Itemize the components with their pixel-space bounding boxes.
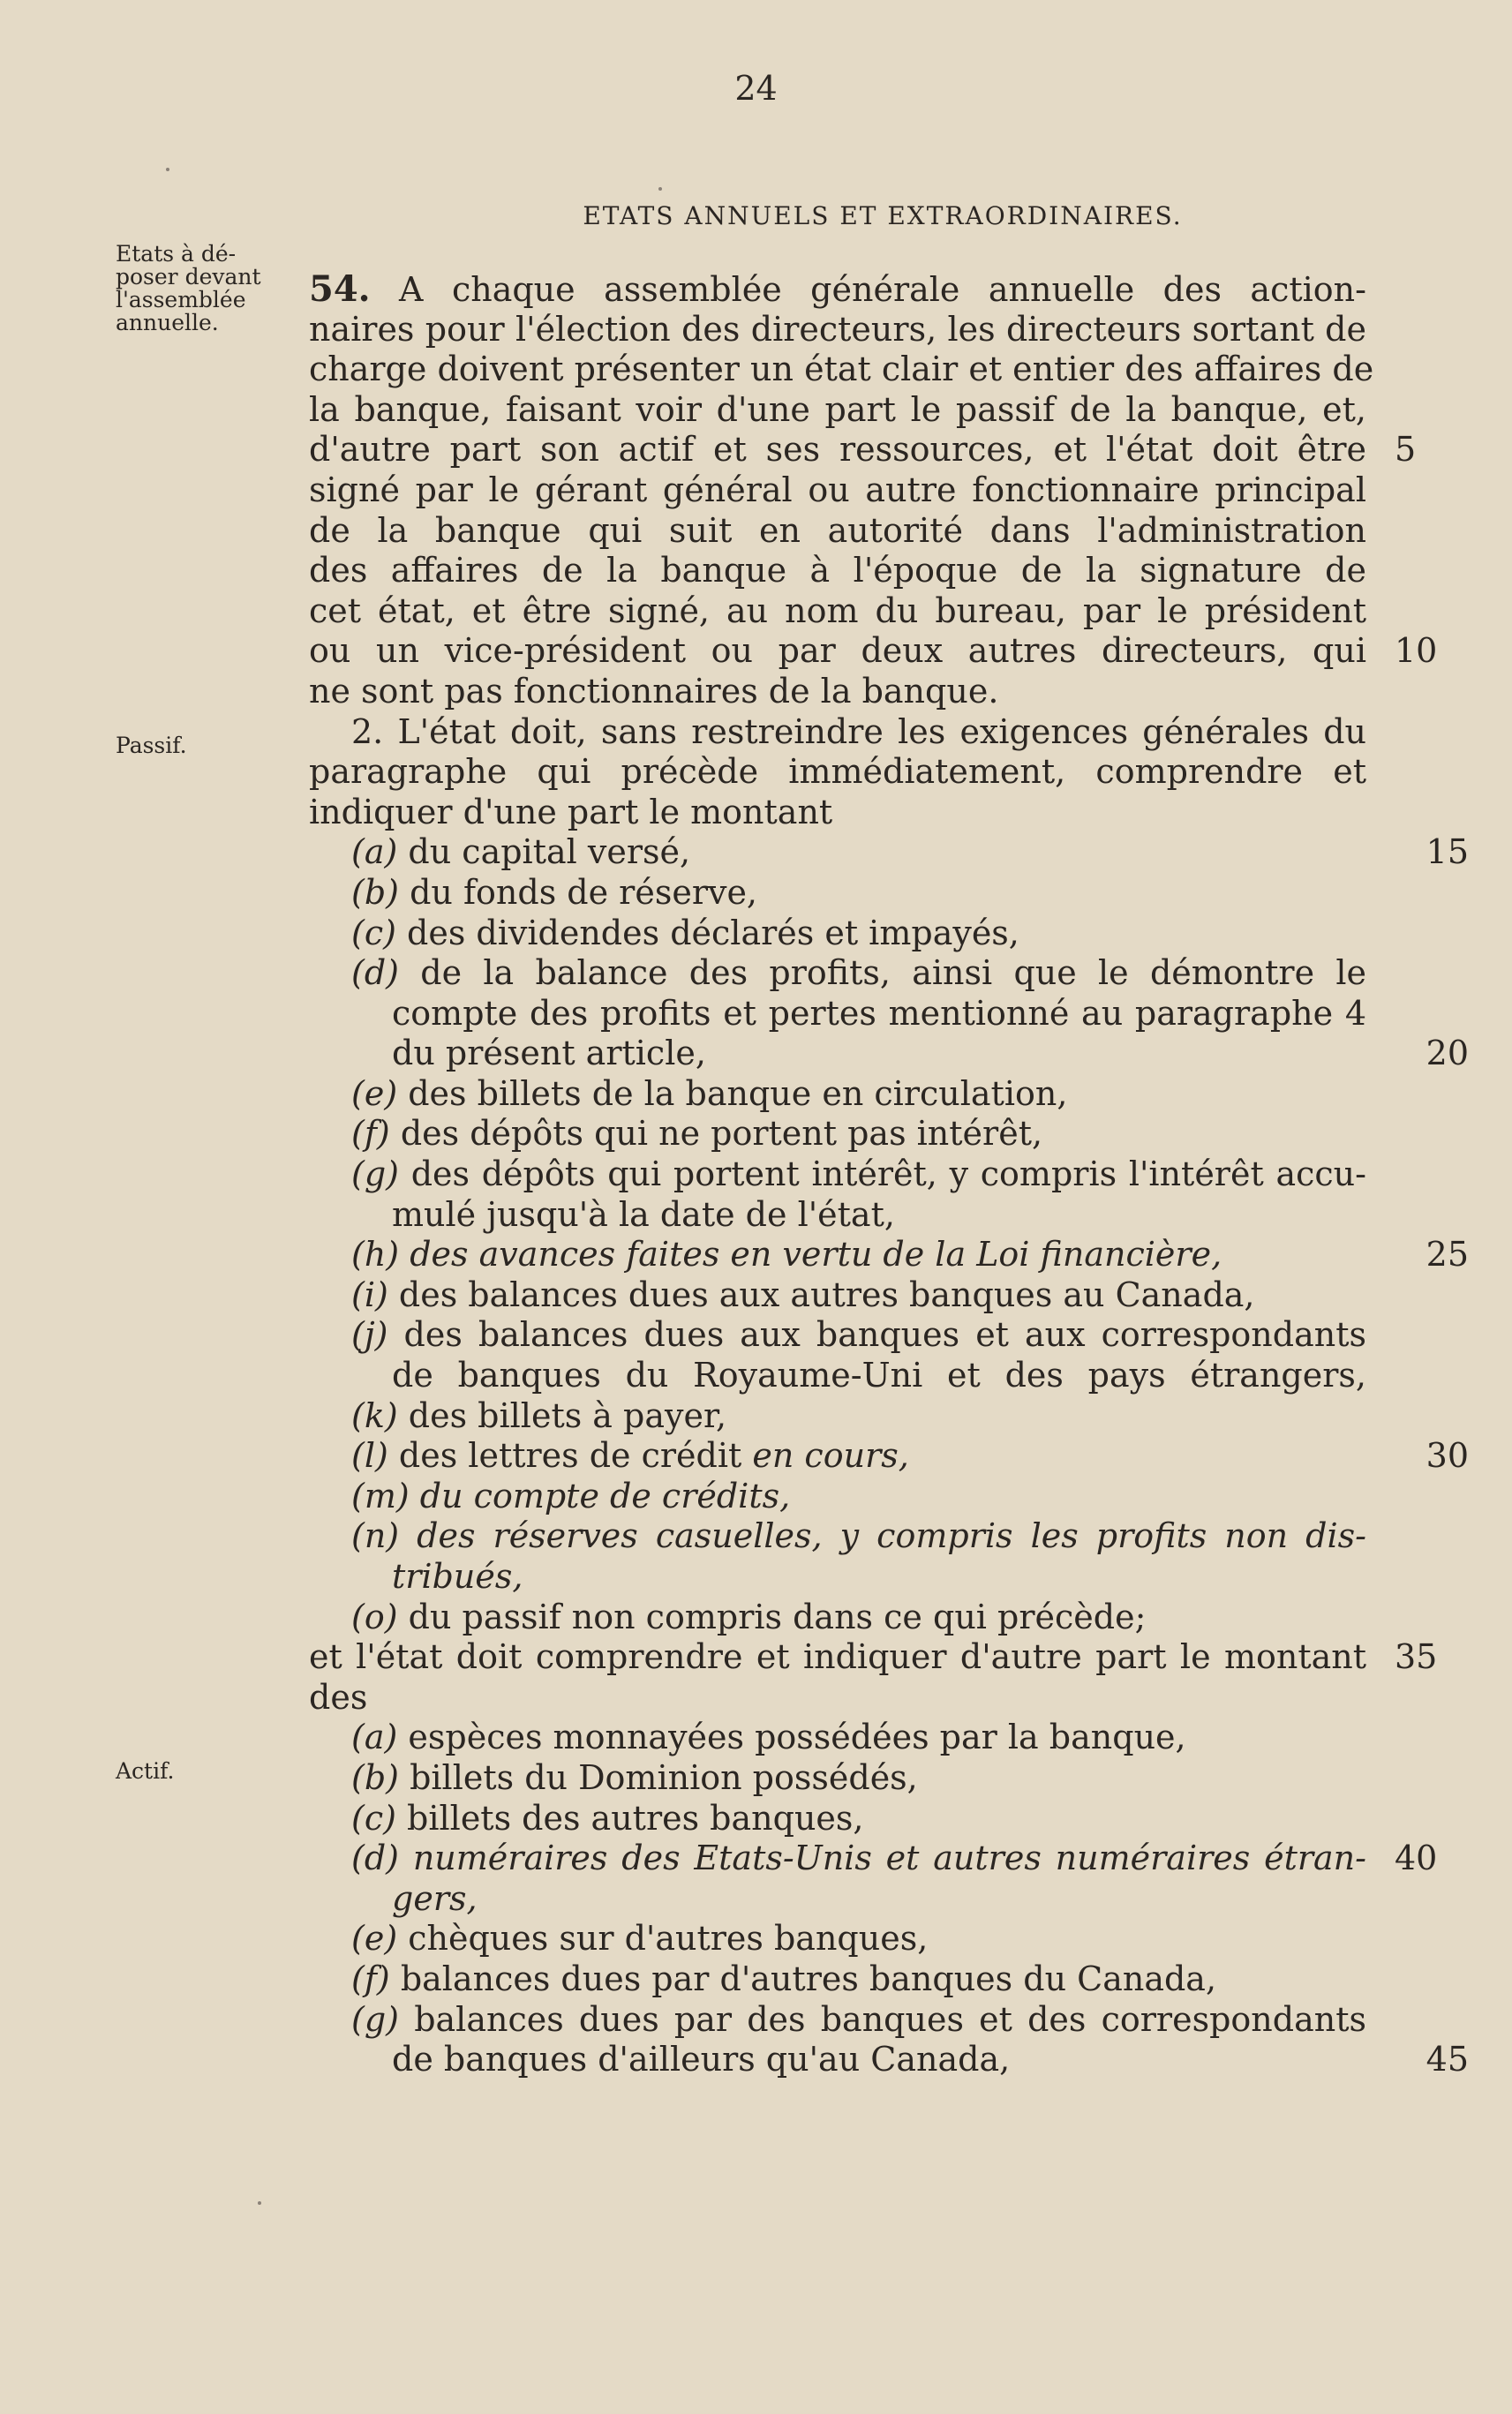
line-number: 35 [1395,1637,1438,1677]
item-label: (i) [351,1275,388,1314]
text-line [309,1637,1438,1678]
line-number: 15 [1425,832,1469,872]
text-line [309,310,1366,350]
line-text: des billets de la banque en circulation, [408,1073,1068,1113]
line-text: du fonds de réserve, [410,872,758,912]
text-line [309,511,1366,552]
line-text: billets du Dominion possédés, [410,1757,918,1797]
item-label: (d) [351,1839,399,1878]
text-line [309,1235,1469,1275]
line-text: des balances dues aux banques et aux correspondants [403,1315,1366,1355]
text-line [309,430,1417,470]
page-number: 24 [734,69,778,108]
line-text: signé par le gérant général ou autre fonctionnaire principal [309,470,1366,509]
item-label: (c) [351,1798,396,1838]
line-text: A chaque assemblée générale annuelle des action- [399,270,1366,309]
line-text: de banques d'ailleurs qu'au Canada, [392,2040,1011,2079]
text-line [309,793,1366,833]
line-text: des dépôts qui portent intérêt, y compris l'intérêt accu- [410,1154,1366,1194]
line-text: balances dues par d'autres banques du Canada, [400,1959,1217,1998]
line-text: des affaires de la banque à l'époque de la signature de [309,551,1366,590]
text-line [309,350,1374,390]
item-label: (b) [351,872,399,912]
text-line [309,591,1366,632]
line-text: d'autre part son actif et ses ressources, et l'état doit être [309,430,1366,470]
speck [658,187,662,191]
margin-note-etats [116,243,261,335]
line-text: charge doivent présenter un état clair et entier des affaires de [309,350,1374,389]
line-text: des dividendes déclarés et impayés, [407,913,1019,952]
item-label: (f) [351,1114,390,1154]
line-number: 20 [1425,1034,1469,1073]
text-line [309,1275,1366,1316]
line-text: des réserves casuelles, y compris les profits non dis- [417,1516,1366,1556]
margin-note-line: Etats à dé- [116,241,237,267]
text-line [309,752,1366,793]
text-line [309,1758,1366,1799]
text-line [309,712,1366,753]
item-label: (e) [351,1073,398,1113]
line-text: du passif non compris dans ce qui précède; [408,1597,1147,1636]
text-line [309,1074,1366,1115]
line-text: de la banque qui suit en autorité dans l'administration [309,510,1366,550]
line-text: tribués, [392,1557,523,1596]
text-line [309,1598,1366,1638]
text-line [309,470,1366,511]
line-text: ou un vice-président ou par deux autres directeurs, qui [309,631,1366,671]
line-text: et l'état doit comprendre et indiquer d'autre part le montant [309,1637,1366,1677]
text-line [309,631,1438,672]
line-text: balances dues par des banques et des correspondants [414,1999,1366,2039]
item-label: (l) [351,1436,388,1476]
line-number: 25 [1425,1235,1469,1275]
margin-note-line: poser devant [116,264,261,290]
text-line [309,1557,1366,1598]
line-text: des lettres de crédit [398,1436,742,1476]
line-number: 30 [1425,1436,1469,1476]
line-number: 10 [1395,631,1438,671]
line-text: indiquer d'une part le montant [309,792,833,831]
text-line [309,1718,1366,1758]
line-text: espèces monnayées possédées par la banque, [408,1718,1186,1757]
item-label: (b) [351,1757,399,1797]
text-line [309,994,1366,1034]
text-line [309,390,1366,431]
text-line [309,832,1469,873]
line-number: 5 [1395,430,1417,470]
text-line [309,1799,1366,1839]
text-line [309,1114,1366,1154]
item-label: (e) [351,1919,398,1959]
line-text: des dépôts qui ne portent pas intérêt, [400,1114,1043,1154]
text-line [309,1195,1366,1236]
section-heading: ETATS ANNUELS ET EXTRAORDINAIRES. [583,201,1183,230]
line-text: du capital versé, [408,832,691,872]
section-number: 54. [309,268,371,310]
text-line [309,1436,1469,1477]
text-line [309,1154,1366,1195]
item-label: (c) [351,913,396,952]
speck [258,2201,261,2205]
text-line [309,914,1366,954]
item-label: (a) [351,1718,398,1757]
text-line [309,1396,1366,1437]
line-text: numéraires des Etats-Unis et autres numéraires étran- [412,1839,1366,1878]
line-text: compte des profits et pertes mentionné au paragraphe 4 [392,993,1366,1033]
line-text: des balances dues aux autres banques au Canada, [398,1275,1255,1314]
line-text-italic: en cours, [752,1436,909,1476]
item-label: (a) [351,832,398,872]
margin-note-line: annuelle. [116,310,219,335]
text-line [309,1315,1366,1356]
item-label: (g) [351,1154,399,1194]
text-line [309,269,1366,310]
text-line [309,1839,1438,1879]
text-line [309,551,1366,591]
article-body [309,268,1469,2080]
speck [166,168,169,171]
text-line [309,1356,1366,1396]
text-line [309,873,1366,914]
text-line [309,2040,1469,2080]
line-number: 45 [1425,2040,1469,2079]
text-line [309,953,1366,994]
line-text: de banques du Royaume-Uni et des pays étrangers, [392,1356,1366,1395]
line-text: 2. L'état doit, sans restreindre les exigences générales du [351,711,1366,751]
text-line [309,1477,1366,1517]
line-text: paragraphe qui précède immédiatement, comprendre et [309,752,1366,792]
line-text: du présent article, [392,1034,706,1073]
line-text: billets des autres banques, [407,1798,864,1838]
margin-note-line: l'assemblée [116,287,246,312]
line-text: naires pour l'élection des directeurs, les directeurs sortant de [309,309,1366,349]
text-line [309,2000,1366,2041]
text-line [309,1919,1366,1959]
line-text: la banque, faisant voir d'une part le passif de la banque, et, [309,389,1366,429]
item-label: (k) [351,1395,398,1435]
line-text: des [309,1677,368,1717]
item-label: (j) [351,1315,388,1355]
line-text: des billets à payer, [408,1395,727,1435]
text-line [309,1516,1366,1557]
line-text: des avances faites en vertu de la Loi financière, [410,1235,1222,1275]
line-text: chèques sur d'autres banques, [408,1919,929,1959]
item-label: (f) [351,1959,390,1998]
item-label: (d) [351,953,399,993]
item-label: (h) [351,1235,400,1275]
line-text: cet état, et être signé, au nom du bureau, par le président [309,590,1366,630]
line-text: gers, [392,1878,478,1918]
line-number: 40 [1395,1839,1438,1878]
item-label: (n) [351,1516,400,1556]
text-line [309,1034,1469,1074]
text-line [309,672,1366,712]
line-text: du compte de crédits, [419,1476,791,1515]
margin-note-passif: Passif. [116,733,187,758]
line-text: ne sont pas fonctionnaires de la banque. [309,671,999,711]
item-label: (o) [351,1597,398,1636]
margin-note-actif: Actif. [116,1758,175,1784]
text-line [309,1959,1366,2000]
line-text: de la balance des profits, ainsi que le démontre le [420,953,1366,993]
item-label: (m) [351,1476,410,1515]
line-text: mulé jusqu'à la date de l'état, [392,1194,895,1234]
text-line [309,1678,1366,1718]
text-line [309,1879,1366,1920]
item-label: (g) [351,1999,399,2039]
